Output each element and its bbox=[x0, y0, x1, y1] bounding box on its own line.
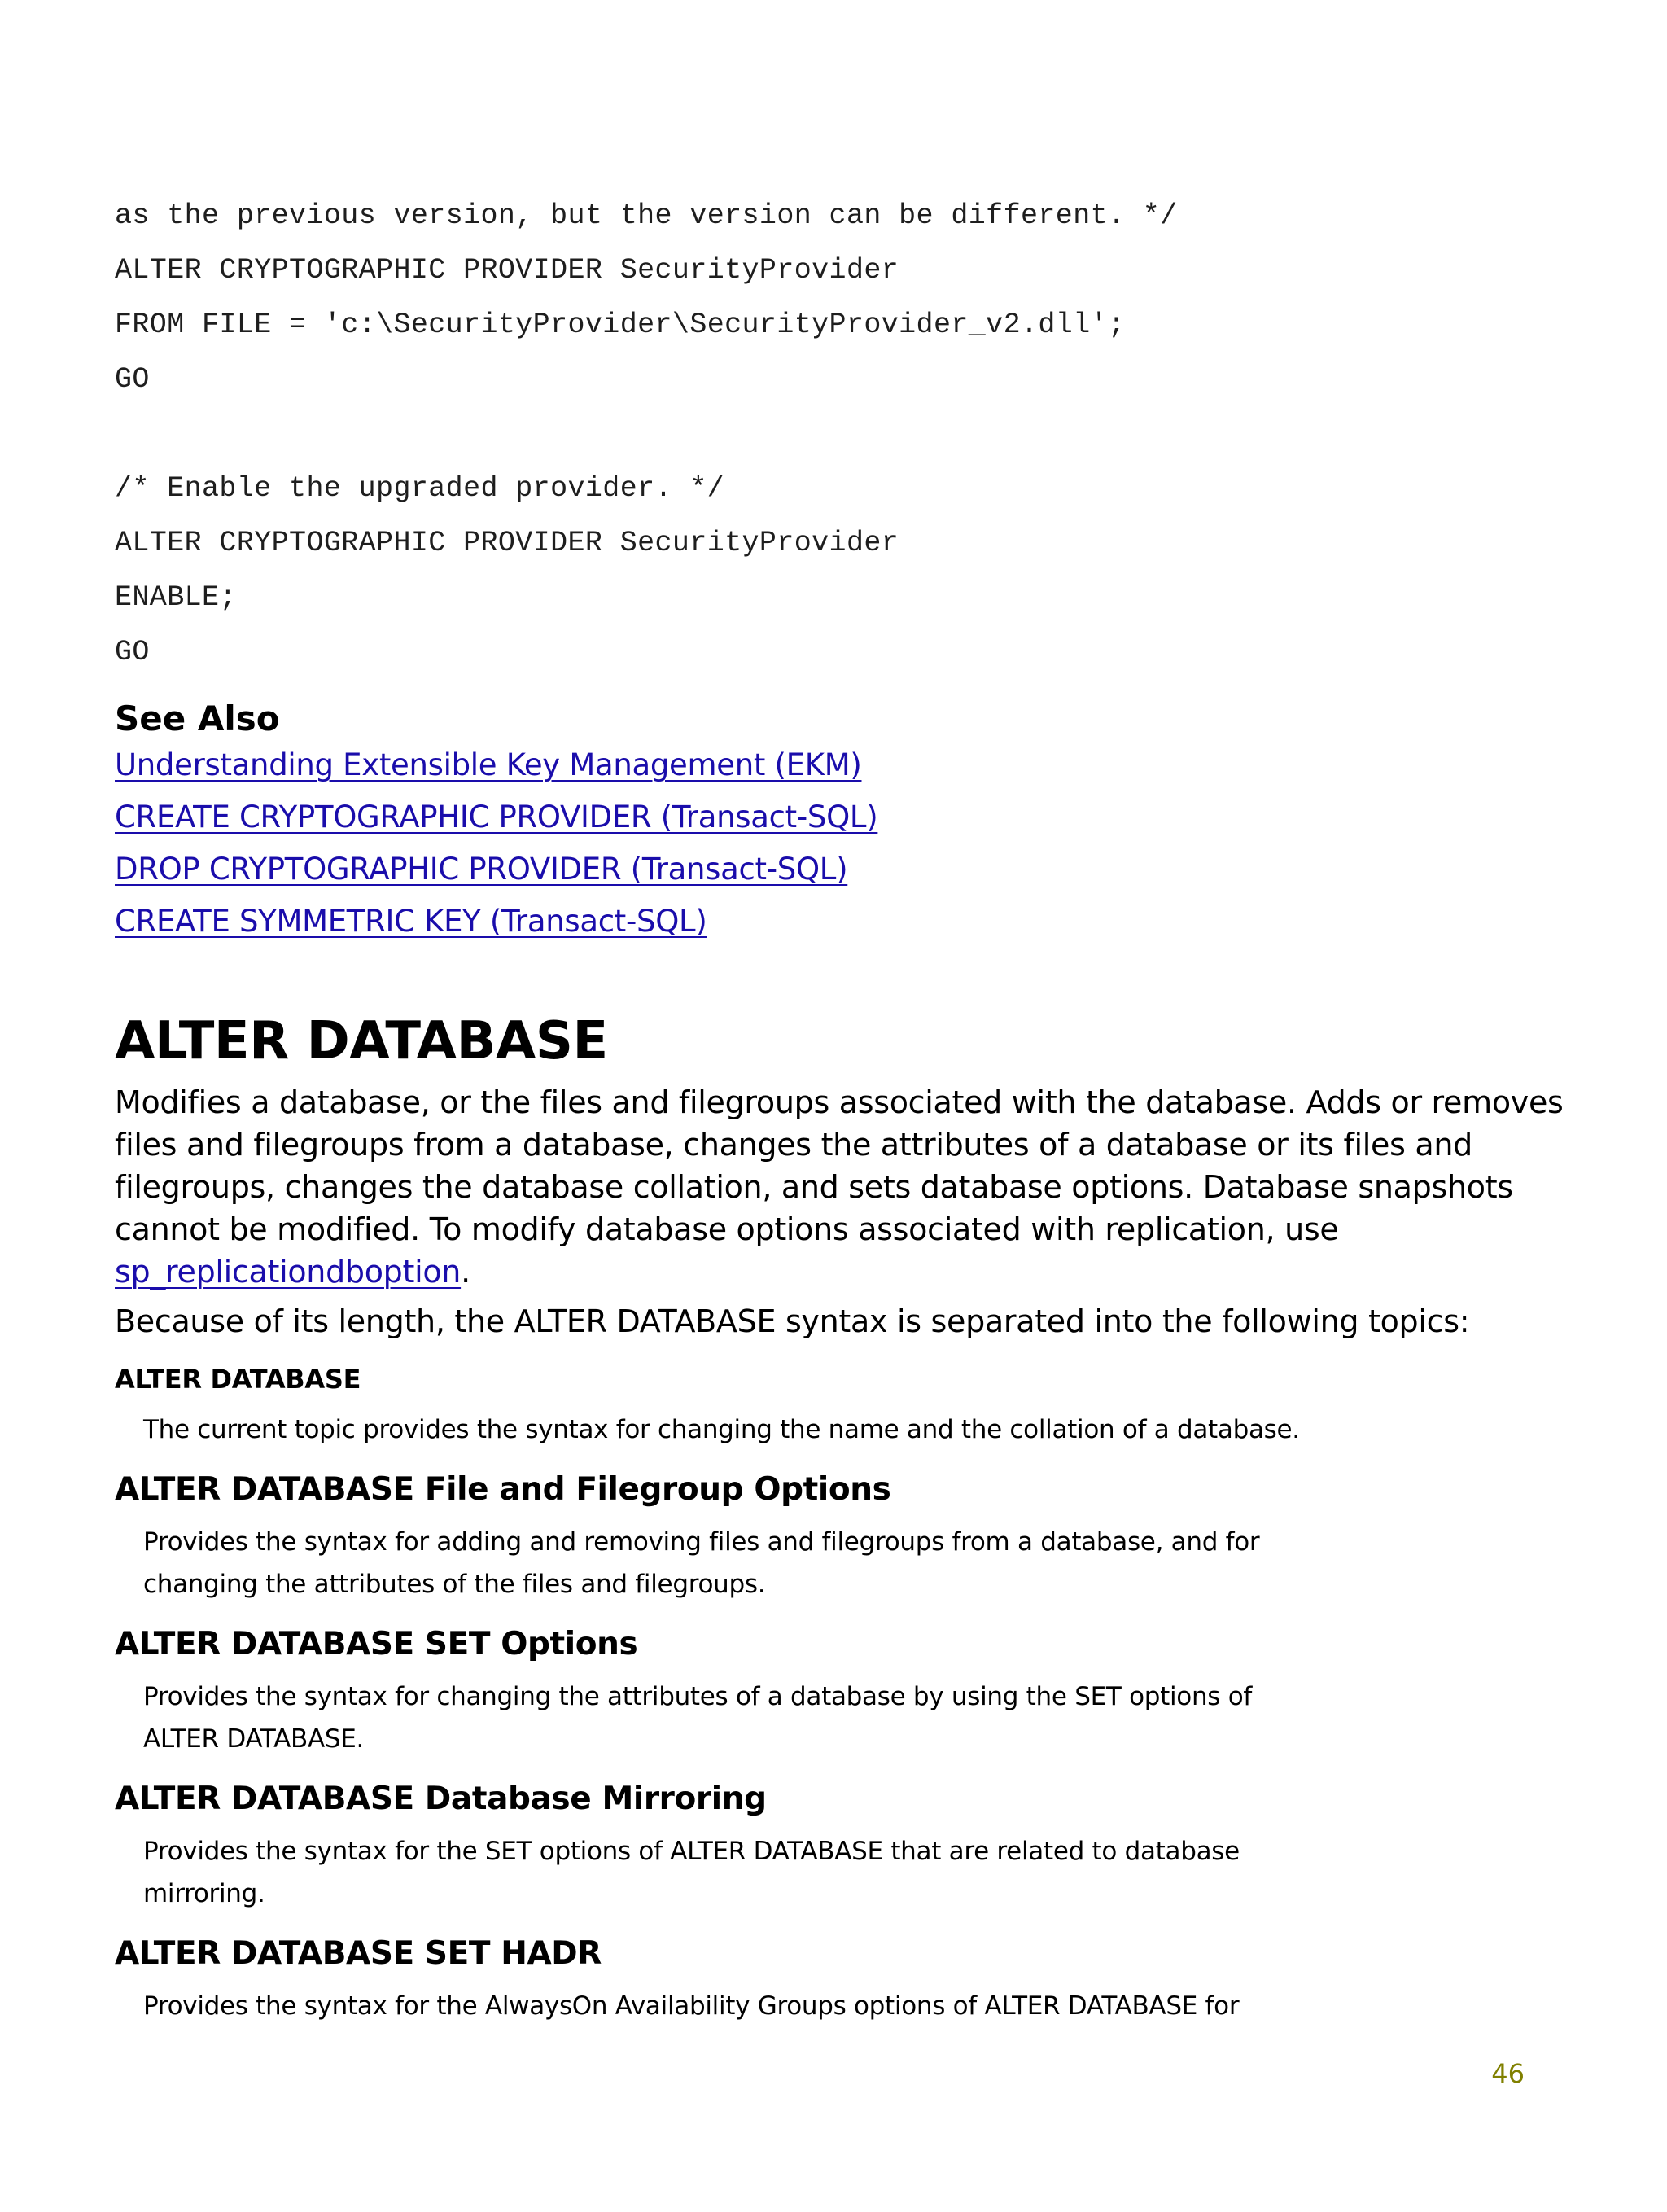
intro-line: cannot be modified. To modify database options associated with replication, use bbox=[115, 1211, 1339, 1247]
code-line: /* Enable the upgraded provider. */ bbox=[115, 472, 725, 505]
page-title: ALTER DATABASE bbox=[115, 1011, 608, 1071]
topic-term: ALTER DATABASE SET HADR bbox=[115, 1935, 602, 1972]
page-number: 46 bbox=[1491, 2058, 1525, 2089]
link-create-cryptographic-provider[interactable]: CREATE CRYPTOGRAPHIC PROVIDER (Transact-SQL) bbox=[115, 799, 878, 834]
topic-desc: Provides the syntax for adding and removing files and filegroups from a database, and for bbox=[143, 1527, 1260, 1557]
topic-term: ALTER DATABASE File and Filegroup Options bbox=[115, 1471, 891, 1508]
intro-link-suffix: . bbox=[461, 1254, 470, 1290]
topic-desc: ALTER DATABASE. bbox=[143, 1724, 365, 1754]
code-line: ALTER CRYPTOGRAPHIC PROVIDER SecurityProvider bbox=[115, 527, 899, 559]
code-line: ENABLE; bbox=[115, 581, 237, 614]
intro-line: Modifies a database, or the files and filegroups associated with the database. Adds or removes bbox=[115, 1084, 1564, 1120]
code-line: as the previous version, but the version can be different. */ bbox=[115, 199, 1178, 232]
link-create-symmetric-key[interactable]: CREATE SYMMETRIC KEY (Transact-SQL) bbox=[115, 904, 707, 939]
link-drop-cryptographic-provider[interactable]: DROP CRYPTOGRAPHIC PROVIDER (Transact-SQL) bbox=[115, 852, 848, 887]
code-line: GO bbox=[115, 363, 150, 396]
code-line: GO bbox=[115, 636, 150, 668]
code-line: FROM FILE = 'c:\SecurityProvider\SecurityProvider_v2.dll'; bbox=[115, 309, 1126, 341]
link-sp-replicationdboption[interactable]: sp_replicationdboption bbox=[115, 1254, 462, 1290]
topic-desc: Provides the syntax for the SET options of ALTER DATABASE that are related to database bbox=[143, 1837, 1240, 1866]
link-understanding-ekm[interactable]: Understanding Extensible Key Management (EKM) bbox=[115, 747, 862, 782]
code-line: ALTER CRYPTOGRAPHIC PROVIDER SecurityProvider bbox=[115, 254, 899, 287]
topic-desc: changing the attributes of the files and filegroups. bbox=[143, 1570, 766, 1599]
intro-line: files and filegroups from a database, changes the attributes of a database or its files and bbox=[115, 1127, 1472, 1163]
topic-desc: The current topic provides the syntax for changing the name and the collation of a database. bbox=[143, 1415, 1300, 1444]
topic-desc: Provides the syntax for changing the attributes of a database by using the SET options of bbox=[143, 1682, 1252, 1711]
topic-term: ALTER DATABASE bbox=[115, 1364, 361, 1395]
topic-desc: mirroring. bbox=[143, 1879, 265, 1908]
intro-link-line bbox=[115, 1254, 470, 1290]
topic-term: ALTER DATABASE Database Mirroring bbox=[115, 1781, 767, 1817]
intro-line: filegroups, changes the database collation, and sets database options. Database snapshots bbox=[115, 1169, 1513, 1205]
topic-term: ALTER DATABASE SET Options bbox=[115, 1626, 638, 1662]
topic-desc: Provides the syntax for the AlwaysOn Availability Groups options of ALTER DATABASE for bbox=[143, 1991, 1240, 2021]
see-also-heading: See Also bbox=[115, 699, 280, 738]
length-note: Because of its length, the ALTER DATABASE syntax is separated into the following topics: bbox=[115, 1303, 1470, 1339]
